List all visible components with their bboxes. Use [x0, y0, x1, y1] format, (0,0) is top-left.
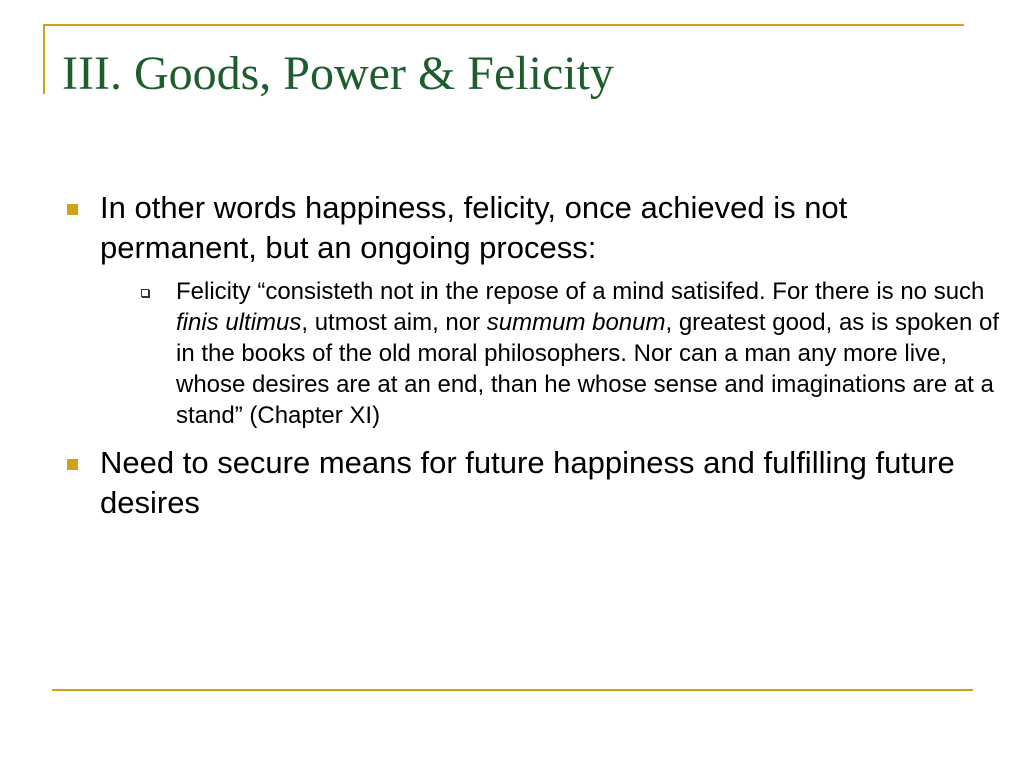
quote-text-part-1: Felicity “consisteth not in the repose of a mind satisifed. For there is no such: [176, 278, 985, 305]
slide-content: [62, 188, 1000, 535]
quote-text-part-2: , utmost aim, nor: [301, 309, 487, 336]
sub-bullet-item-1: [138, 276, 1006, 431]
title-accent-line-left: [43, 24, 45, 94]
bullet-item-2: [62, 443, 962, 523]
bullet-item-1: [62, 188, 1000, 431]
slide-title: III. Goods, Power & Felicity: [62, 47, 614, 100]
quote-italic-summum-bonum: summum bonum: [486, 309, 666, 336]
hollow-square-bullet-icon: [141, 289, 149, 297]
square-bullet-icon: [67, 204, 78, 215]
square-bullet-icon: [67, 459, 78, 470]
bullet-text-1: In other words happiness, felicity, once achieved is not permanent, but an ongoing process:: [100, 190, 848, 265]
sub-bullet-list: [100, 276, 1000, 431]
quote-italic-finis-ultimus: finis ultimus: [176, 309, 302, 336]
bullet-text-2: Need to secure means for future happiness and fulfilling future desires: [100, 445, 955, 520]
quote-text-part-3: , greatest good, as is spoken of in the books of the old moral philosophers. Nor can a man any more live, whose desires are at an end, than he whose sense and imaginations are at a stand” (Chapter XI): [176, 309, 1000, 429]
bottom-accent-line: [52, 689, 973, 691]
title-accent-line-top: [43, 24, 964, 26]
